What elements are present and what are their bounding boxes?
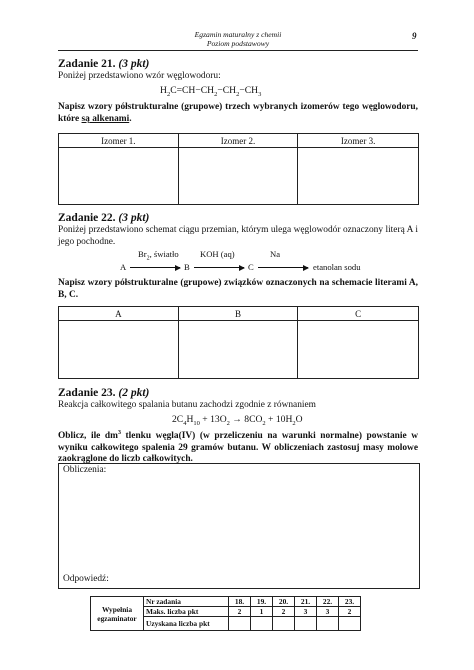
arrow-2 [194,267,244,268]
scheme-reagent-3: Na [270,249,281,259]
task21-answer-table [58,133,419,205]
task23-number: Zadanie 23. [58,387,116,399]
task23-instruction: Oblicz, ile $dm^3$ tlenku węgla(IV) (w przeliczeniu na warunki normalne) powstanie w wyniku całkowitego spalenia 29 gramów butanu. W obliczeniach zastosuj masy molowe zaokrąglone do liczb całkowitych. [58,430,418,465]
exam-level: Poziom podstawowy [206,39,270,48]
answer-cell-c[interactable] [298,321,419,379]
task21-instruction-text: Napisz wzory półstrukturalne (grupowe) trzech wybranych izomerów tego węglowodoru, które [58,102,418,124]
max-pts-20: 2 [273,607,295,617]
scheme-product: etanolan sodu [313,262,361,272]
score-cell-18[interactable] [229,617,251,631]
score-cell-19[interactable] [251,617,273,631]
col-izomer-1: Izomer 1. [59,134,179,148]
score-cell-21[interactable] [295,617,317,631]
exam-title: Egzamin maturalny z chemii [194,30,282,39]
max-pts-21: 3 [295,607,317,617]
page-number: 9 [412,31,417,41]
calculation-box[interactable] [58,463,420,589]
task22-points: (3 pkt) [118,212,150,224]
answer-cell-izomer-3[interactable] [298,148,419,205]
row-label-task: Nr zadania [144,597,229,607]
scheme-a: A [120,262,127,272]
max-pts-22: 3 [317,607,339,617]
task21-instruction-underlined: są alkenami [81,113,130,124]
task23-points: (2 pkt) [118,387,150,399]
score-table [90,596,361,631]
max-pts-18: 2 [229,607,251,617]
scheme-b: B [184,262,190,272]
task21-instruction-end: . [129,113,132,124]
task-num-22: 22. [317,597,339,607]
task23-title [58,387,149,399]
row-label-max: Maks. liczba pkt [144,607,229,617]
task21-instruction [58,102,418,125]
task22-title [58,212,149,224]
task22-instruction: Napisz wzory półstrukturalne (grupowe) związków oznaczonych na schemacie literami A, B, C. [58,278,418,300]
arrow-3 [258,267,308,268]
scheme-reagent-1: $Br_2$, światło [138,249,179,262]
task-num-20: 20. [273,597,295,607]
answer-cell-izomer-1[interactable] [59,148,179,205]
score-fill-label: Wypełnia egzaminator [91,597,144,631]
task22-intro: Poniżej przedstawiono schemat ciągu przemian, którym ulega węglowodór oznaczony literą A i jego pochodne. [58,225,418,247]
task21-intro: Poniżej przedstawiono wzór węglowodoru: [58,71,221,81]
task23-equation: $2C_4H_{10} + 13O_2 \to 8CO_2 + 10H_2O$ [172,414,303,427]
task-num-21: 21. [295,597,317,607]
answer-cell-a[interactable] [59,321,179,379]
task21-formula: $H_2C=CH-CH_2-CH_2-CH_3$ [160,85,262,98]
col-izomer-3: Izomer 3. [298,134,419,148]
col-a: A [59,307,179,321]
task21-title [58,58,149,70]
answer-label: Odpowiedź: [63,574,109,584]
col-c: C [298,307,419,321]
header-rule [58,50,418,51]
score-cell-22[interactable] [317,617,339,631]
calc-label: Obliczenia: [63,465,107,475]
task21-points: (3 pkt) [118,58,150,70]
task22-number: Zadanie 22. [58,212,116,224]
max-pts-19: 1 [251,607,273,617]
task-num-23: 23. [339,597,361,607]
col-izomer-2: Izomer 2. [178,134,298,148]
score-cell-20[interactable] [273,617,295,631]
task-num-19: 19. [251,597,273,607]
task-num-18: 18. [229,597,251,607]
col-b: B [178,307,298,321]
max-pts-23: 2 [339,607,361,617]
scheme-c: C [248,262,254,272]
task22-answer-table [58,306,419,379]
arrow-1 [130,267,180,268]
task21-number: Zadanie 21. [58,58,116,70]
answer-cell-izomer-2[interactable] [178,148,298,205]
scheme-reagent-2: KOH (aq) [200,249,235,259]
answer-cell-b[interactable] [178,321,298,379]
task23-intro: Reakcja całkowitego spalania butanu zachodzi zgodnie z równaniem [58,400,316,410]
score-cell-23[interactable] [339,617,361,631]
row-label-obtained: Uzyskana liczba pkt [144,617,229,631]
